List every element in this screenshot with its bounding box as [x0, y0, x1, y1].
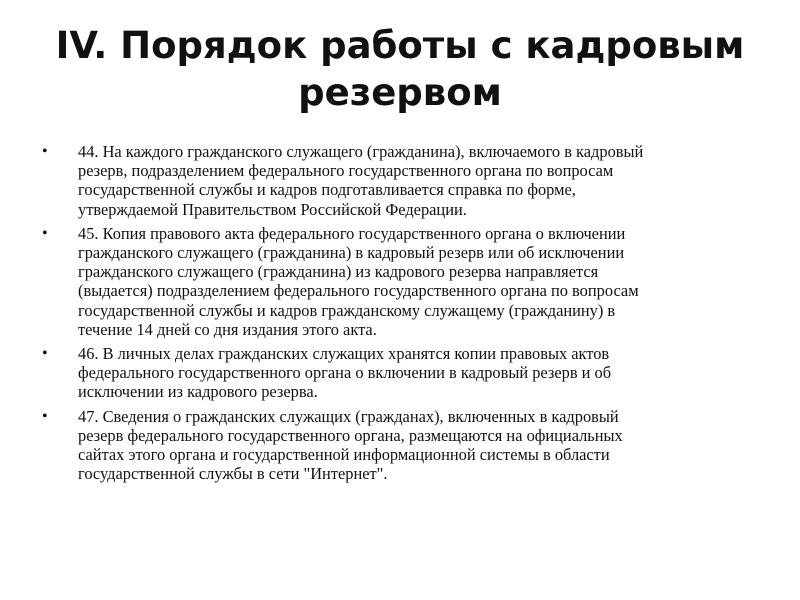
bullet-text-line: государственной службы и кадров гражданскому служащему (гражданину) в [78, 300, 616, 320]
page-title-line-2: резервом [298, 71, 502, 114]
bullet-icon: • [42, 143, 48, 160]
bullet-text-line: утверждаемой Правительством Российской Федерации. [78, 199, 467, 219]
bullet-text-line: (выдается) подразделением федерального государственного органа по вопросам [78, 281, 639, 301]
bullet-item-47 [0, 407, 800, 484]
bullet-text-line: исключении из кадрового резерва. [78, 382, 318, 402]
bullet-text-line: государственной службы в сети "Интернет". [78, 464, 388, 484]
bullet-item-46 [0, 344, 800, 402]
bullet-text-line: гражданского служащего (гражданина) в кадровый резерв или об исключении [78, 243, 625, 263]
bullet-text-line: течение 14 дней со дня издания этого акта. [78, 319, 377, 339]
bullet-text-line: 45. Копия правового акта федерального государственного органа о включении [78, 223, 626, 243]
bullet-text-line: государственной службы и кадров подготавливается справка по форме, [78, 180, 576, 200]
bullet-text-line: сайтах этого органа и государственной информационной системы в области [78, 445, 610, 465]
bullet-text-line: резерв, подразделением федерального государственного органа по вопросам [78, 161, 614, 181]
page-title-line-1: IV. Порядок работы с кадровым [55, 24, 745, 67]
bullet-text-line: резерв федерального государственного органа, размещаются на официальных [78, 425, 623, 445]
bullet-item-44 [0, 142, 800, 219]
bullet-text-line: федерального государственного органа о включении в кадровый резерв и об [78, 363, 612, 383]
bullet-icon: • [42, 345, 48, 363]
bullet-icon: • [42, 407, 48, 425]
bullet-text-line: гражданского служащего (гражданина) из кадрового резерва направляется [78, 262, 599, 282]
bullet-item-45 [0, 224, 800, 339]
bullet-text-line: 46. В личных делах гражданских служащих хранятся копии правовых актов [78, 344, 610, 364]
bullet-icon: • [42, 224, 48, 242]
bullet-text-line: 47. Сведения о гражданских служащих (гражданах), включенных в кадровый [78, 406, 619, 426]
bullet-list [0, 142, 800, 488]
page-title [40, 22, 760, 116]
bullet-text-line: 44. На каждого гражданского служащего (гражданина), включаемого в кадровый [78, 142, 644, 161]
